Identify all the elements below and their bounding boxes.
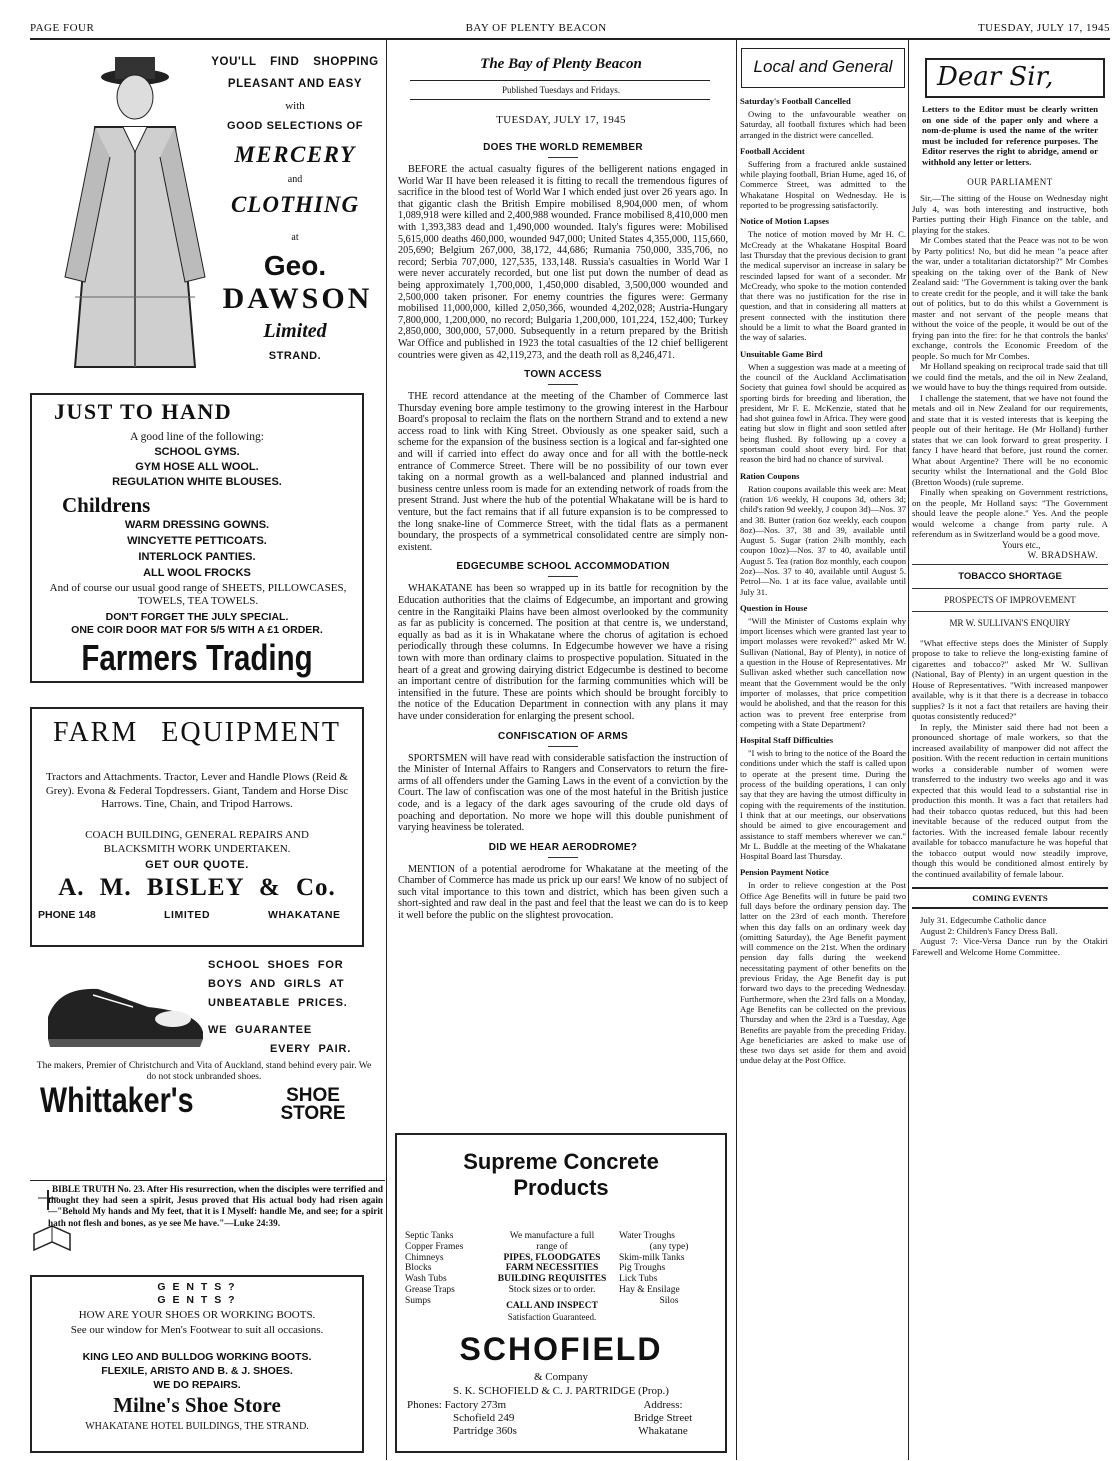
schofield-col1 xyxy=(405,1231,495,1307)
bible-top-rule xyxy=(30,1180,385,1181)
dawson-name: DAWSON xyxy=(222,282,373,315)
milne-line7: WE DO REPAIRS. xyxy=(153,1379,241,1391)
letter-signoff: Yours etc., xyxy=(1002,539,1041,550)
local-item-heading: Pension Payment Notice xyxy=(740,867,829,878)
local-item-text: "Will the Minister of Customs explain why import licenses which were granted last year to import molasses were revoked?" asked Mr W. Sullivan (National, Bay of Plenty), in notice of a question in the House of Representatives. Mr Sullivan asked whether such cancellation now meant that the Government would be the only importer of molasses, that price competition would be abolished, and that the reason for this action was to prevent free enterprise from competing with a State Department? xyxy=(740,615,906,729)
product-item: Lick Tubs xyxy=(619,1274,658,1285)
header-rule xyxy=(30,38,1110,40)
local-item-heading: Hospital Staff Difficulties xyxy=(740,735,834,746)
farmers-name: Farmers Trading xyxy=(81,637,313,678)
bisley-title: FARM EQUIPMENT xyxy=(52,717,342,748)
tobacco-para: In reply, the Minister said there had not been a pronounced shortage of male workers, so that the increased availability of manpower did not affect the position. With the recent reduction in certain munitions works a considerable number of women were transferred to the industry two weeks ago and it was expected that this would lead to a substantial rise in production this month. It was a fact that retailers had had their tobacco quotas reduced, but this had been inevitable because of the reduced output from the factories. With the increased female labour recently available for tobacco manufacture he was hopeful that the tobacco output would now steadily improve, though this would be conditioned almost entirely by the continued availability of female labour. xyxy=(912,721,1108,879)
editorial-heading-5: DID WE HEAR AERODROME? xyxy=(398,842,728,858)
local-general-title: Local and General xyxy=(753,57,893,76)
dawson-clothing: CLOTHING xyxy=(230,192,360,217)
product-item: (any type) xyxy=(649,1241,689,1252)
local-item-heading: Notice of Motion Lapses xyxy=(740,216,830,227)
local-item-heading: Ration Coupons xyxy=(740,470,800,481)
tobacco-byline: MR W. SULLIVAN'S ENQUIRY xyxy=(949,617,1071,628)
editorial-heading-1: DOES THE WORLD REMEMBER xyxy=(398,142,728,158)
bisley-limited: LIMITED xyxy=(164,909,211,921)
page-number: PAGE FOUR xyxy=(30,22,95,34)
farmers-trading-ad xyxy=(30,393,364,683)
letter-para: Finally when speaking on Government restrictions, on the people, Mr Holland says: "The Government should leave the people alone." Yes. And the people would welcome a change from party rule. A referendum as in Switzerland would be a good move. xyxy=(912,487,1108,539)
product-item: Grease Traps xyxy=(405,1284,455,1295)
page-date: TUESDAY, JULY 17, 1945 xyxy=(977,22,1110,34)
dawson-line3: with xyxy=(285,100,305,112)
schofield-address1: Address: xyxy=(643,1399,683,1411)
letter-para: Mr Combes stated that the Peace was not to be won by Party politics! No, but did he mean "a peace after the war, under a totalitarian dictatorship?" Mr Combes speaking on the taking over of the Bank of New Zealand said: "The Government is taking over the bank to create credit for the people, and it will take the bank out of politics, but to do this whilst a Government is master and not servant of the people means that without the voice of the people, it would be out of the frying pan into the fire: for he that controls the banks' exchange, controls the Economic Freedom of the people. So much for Mr Combes. xyxy=(912,235,1108,361)
local-item-text: Ration coupons available this week are: Meat (ration 1/6 weekly, H coupons 3d, others 3d; child's ration 9d weekly, J coupon 3d)—Nos. 37 and 38. Butter (ration 6oz weekly, each coupon 8oz)—Nos. 37, 38 and 39, available until August 5. Sugar (ration 2¾lb monthly, each coupon 10oz)—Nos. 37 to 40, available until August 5. Tea (ration 8oz monthly, each coupon 2oz)—Nos. 37 to 40, available until August 5. Petrol—No. 1 at its face value, available until July 31. xyxy=(740,483,906,597)
farmers-line9: DON'T FORGET THE JULY SPECIAL. xyxy=(105,611,289,623)
farmers-line7: ALL WOOL FROCKS xyxy=(143,567,251,579)
dawson-limited: Limited xyxy=(263,320,327,342)
product-item: Septic Tanks xyxy=(405,1231,454,1241)
editorial-para-3: WHAKATANE has been so wrapped up in its battle for recognition by the Education authorities that the claims of Edgecumbe, an important and growing centre in the Rangitaiki Plains have been almost overlooked by the community as far as publicity is concerned. The position at that centre is, we understand, equally as bad as it is in Whakatane where the chorus of agitation is echoed periodically through these columns. In Edgecumbe however we have a rising town with more than ordinary claims to prospective population. Situated in the heart of a great and growing dairying district Edgecumbe is destined to become an important centre of distribution for the farming communities which will be intensified in the future. These are points which should be brought forcibly to the notice of the Education Department in connection with any plans it may have under consideration for enlarging the present school. xyxy=(398,583,728,722)
bible-truth xyxy=(30,1184,385,1264)
farmers-line2: GYM HOSE ALL WOOL. xyxy=(135,461,259,473)
product-item: Silos xyxy=(659,1295,679,1306)
product-item: Skim-milk Tanks xyxy=(619,1252,685,1263)
masthead-rule2 xyxy=(410,99,710,100)
schofield-name: SCHOFIELD xyxy=(459,1331,663,1367)
schofield-phone1: Phones: Factory 273m xyxy=(407,1399,506,1411)
schofield-phone3: Partridge 360s xyxy=(453,1425,517,1437)
paper-name: BAY OF PLENTY BEACON xyxy=(465,22,607,34)
milne-line5: KING LEO AND BULLDOG WORKING BOOTS. xyxy=(82,1351,312,1363)
bisley-ad xyxy=(30,707,364,947)
milne-ad xyxy=(30,1275,364,1453)
milne-gents1: G E N T S ? xyxy=(157,1281,237,1293)
farmers-line3: REGULATION WHITE BLOUSES. xyxy=(112,476,282,488)
dear-sir-logo xyxy=(925,58,1105,98)
schofield-ad xyxy=(395,1133,727,1453)
schofield-address3: Whakatane xyxy=(638,1425,688,1437)
editorial-heading-4: CONFISCATION OF ARMS xyxy=(398,731,728,747)
dawson-mercery: MERCERY xyxy=(234,142,356,167)
letters-heading-parliament: OUR PARLIAMENT xyxy=(967,177,1053,187)
bisley-body: Tractors and Attachments. Tractor, Lever and Handle Plows (Reid & Grey). Evona & Federal Topdressers. Giant, Tandem and Horse Disc Harrows. Tine, Chain, and Tripod Harrows. xyxy=(45,771,349,810)
farmers-line8: And of course our usual good range of SHEETS, PILLOWCASES, TOWELS, TEA TOWELS. xyxy=(49,582,347,607)
editorial-para-5: MENTION of a potential aerodrome for Whakatane at the meeting of the Chamber of Commerce has made us prick up our ears! We know of no subject of such vital importance to this town and district, which has been given such a short-sighted and raw deal in the past and feel that the least we can do is to keep it well before the public on the slightest provocation. xyxy=(398,863,728,922)
local-item-heading: Saturday's Football Cancelled xyxy=(740,96,851,106)
bible-text: BIBLE TRUTH No. 23. After His resurrection, when the disciples were terrified and thought they had seen a spirit, Jesus proved that His actual body had risen again—"Behold My hands and My feet, that it is I Myself: handle Me, and see; for a spirit hath not flesh and bones, as ye see Me have."—Luke 24:39. xyxy=(48,1184,383,1228)
events-heading: COMING EVENTS xyxy=(972,893,1048,903)
milne-line4: See our window for Men's Footwear to suit all occasions. xyxy=(70,1324,324,1336)
masthead-title: The Bay of Plenty Beacon xyxy=(480,56,642,72)
editorial-para-1: BEFORE the actual casualty figures of the belligerent nations engaged in World War II have been released it is fitting to recall the tremendous figures of sacrifice in the blood test of World War I which ended just over 26 years ago. In that gigantic clash the British Empire mobilised 8,904,000 men, of whom 1,089,918 were killed and 2,400,988 wounded. France mobilised 8,410,000 men with 1,393,383 dead and 1,490,000 wounded. Italy's figures were: Mobilised 5,615,000 deaths 460,000, wounded 947,000; United States 4,355,000, 115,660, 205,690; Belgium 267,000, 38,172, 44,686; Rumania 750,000, 335,706, no record; Serbia 707,000, 127,535, 133,148. Russia's casualties in World War I were never accurately recorded, but one list put down the number of dead as being approximately 1,700,000, 1,450,000 disabled, 3,500,000 wounded and 2,500,000 taken prisoner. For enemy countries the figures were: Germany mobilised 11,000,000, killed 2,050,366, wounded 4,202,028; Austria-Hungary 7,800,000, 1,200,000, no record; Bulgaria 1,200,000, 101,224, 152,400; Turkey 2,850,000, 300,000, 57,000. Subsequently in a return prepared by the British War Office and published in 1923 the total casualties of the 12 chief belligerent countries were given as 42,119,273, and the death roll as 8,246,471. xyxy=(398,164,728,361)
local-item-text: Owing to the unfavourable weather on Saturday, all football fixtures which had been arranged in the district were cancelled. xyxy=(740,109,906,140)
product-item: CALL AND INSPECT xyxy=(506,1300,598,1311)
masthead-rule1 xyxy=(410,80,710,81)
letter-para: Mr Holland speaking on reciprocal trade said that till we could find the metals, and the oil in New Zealand, we would have to buy the things required from outside. xyxy=(912,361,1108,392)
milne-gents2: G E N T S ? xyxy=(157,1294,237,1306)
dawson-strand: STRAND. xyxy=(268,350,322,362)
letter-para: Sir,—The sitting of the House on Wednesday night July 4, was both interesting and instructive, both Parties putting their High Finance on the table, and playing for the stakes. xyxy=(912,193,1108,235)
dawson-and: and xyxy=(287,174,303,185)
farmers-childrens: Childrens xyxy=(62,493,151,517)
farmers-line5: WINCYETTE PETTICOATS. xyxy=(127,535,267,547)
dawson-line2: PLEASANT AND EASY xyxy=(227,78,363,90)
letter-para: I challenge the statement, that we have not found the metals and oil in New Zealand for our requirements, and state that it is vested interests that is keeping the people out of their heritage. He (Mr Holland) further states that we can look forward to great prosperity. I fancy I have heard that before, just round the corner. What about Argentine? There will be no economic security whilst the International and the Gold Bloc (Bretton Woods) (rule supreme. xyxy=(912,392,1108,487)
dawson-line1: YOU'LL FIND SHOPPING xyxy=(211,56,379,68)
event-item: August 2: Children's Fancy Dress Ball. xyxy=(920,925,1058,936)
whittaker-shoe: SHOE xyxy=(286,1085,340,1106)
whittaker-line3: UNBEATABLE PRICES. xyxy=(208,997,348,1009)
product-item: We manufacture a full xyxy=(509,1231,595,1241)
editorial-para-2: THE record attendance at the meeting of the Chamber of Commerce last Thursday evening bore ample testimony to the growing interest in the Harbour Board's proposal to reclaim the flats on the northern Strand and to extend a new access road to link with King Street. Obviously as one speaker said, such a scheme for the expansion of the business section is a logical and far-sighted one and will if carried into effect do away once and for all with the bottle-neck entrance of Commerce Street. There will be no possibility of our town ever taking on a normal growth as a well-balanced and planned industrial and business centre unless room is made for an extending network of roads from the present Strand. Just where the hub of the potential Whakatane will be is hard to venture, but the fact remains that if all future expansion is to be compressed to the long snake-line of Commerce Street, with the tidal flats as a permanent boundary, the prospects of a symmetrical consolidated centre are simply non-existent. xyxy=(398,391,728,553)
product-item: Sumps xyxy=(405,1295,431,1306)
letters-column xyxy=(912,104,1108,957)
local-item-heading: Question in House xyxy=(740,602,808,613)
column-rule-3 xyxy=(908,40,909,1460)
local-item-heading: Unsuitable Game Bird xyxy=(740,348,823,359)
bisley-phone: PHONE 148 xyxy=(38,909,96,921)
schofield-title2: Products xyxy=(513,1175,609,1200)
local-item-text: "I wish to bring to the notice of the Board the conditions under which the staff is called upon to operate at the present time. During the process of the building operations, I can only say that they are having the utmost difficulty in coping with the requirements of the institution. I think that at our meetings, our observations should be aimed to give encouragement and assistance to staff members wherever we can." Mr L. Buddle at the meeting of the Whakatane Hospital Board last Thursday. xyxy=(740,748,906,862)
local-item-text: When a suggestion was made at a meeting of the council of the Auckland Acclimatisation Society that guinea fowl should be acquired as sporting birds for breeding and liberation, the president, Mr F. E. McKenzie, stated that he had shot guinea fowl in Africa. They were good eating but slow in flight and soon settled after being flushed. By following up a covey a sportsman could shoot every bird. For that reason the bird had no chance of survival. xyxy=(740,361,906,465)
milne-line3: HOW ARE YOUR SHOES OR WORKING BOOTS. xyxy=(78,1309,316,1321)
product-item: Pig Troughs xyxy=(619,1263,666,1274)
farmers-line6: INTERLOCK PANTIES. xyxy=(138,551,256,563)
letters-notice: Letters to the Editor must be clearly written on one side of the paper only and where a nom-de-plume is used the name of the writer must be included for reference purposes. The Editor reserves the right to abridge, amend or withhold any letter or letters. xyxy=(922,104,1098,167)
bisley-services: COACH BUILDING, GENERAL REPAIRS AND BLACKSMITH WORK UNDERTAKEN. xyxy=(85,829,309,855)
farmers-line4: WARM DRESSING GOWNS. xyxy=(124,519,270,531)
editorial-heading-3: EDGECUMBE SCHOOL ACCOMMODATION xyxy=(398,561,728,577)
farmers-title: JUST TO HAND xyxy=(54,399,233,424)
dawson-ad xyxy=(30,42,385,382)
dear-sir-text: Dear Sir, xyxy=(937,62,1054,92)
bisley-town: WHAKATANE xyxy=(268,909,341,921)
milne-address: WHAKATANE HOTEL BUILDINGS, THE STRAND. xyxy=(85,1421,309,1432)
farmers-intro: A good line of the following: xyxy=(130,431,264,443)
schofield-phone2: Schofield 249 xyxy=(453,1412,515,1424)
tobacco-heading: TOBACCO SHORTAGE xyxy=(958,570,1062,582)
product-item: Blocks xyxy=(405,1263,432,1274)
whittaker-makers: The makers, Premier of Christchurch and Vita of Auckland, stand behind every pair. We do not stock unbranded shoes. xyxy=(36,1061,372,1082)
event-item: July 31. Edgecumbe Catholic dance xyxy=(920,915,1047,925)
bisley-name: A. M. BISLEY & Co. xyxy=(58,874,336,901)
masthead-date: TUESDAY, JULY 17, 1945 xyxy=(496,114,626,126)
farmers-line1: SCHOOL GYMS. xyxy=(154,446,240,458)
event-item: August 7: Vice-Versa Dance run by the Otakiri Farewell and Welcome Home Committee. xyxy=(912,936,1108,957)
dawson-line4: GOOD SELECTIONS OF xyxy=(226,120,364,132)
product-item: BUILDING REQUISITES xyxy=(497,1274,607,1285)
local-item-text: The notice of motion moved by Mr H. C. McCready at the Whakatane Hospital Board last Thursday that the previous decision to grant the medical supervisor an increase in salary be rescinded lapsed for want of a seconder. Mr McCready, who spoke to the motion contended that there was no justification for the rise in question, and that in considering all matters at present connected with the institution there should be a limit to what the Board granted in the way of salaries. xyxy=(740,229,906,343)
letter-signature: W. BRADSHAW. xyxy=(1027,549,1098,560)
whittaker-name: Whittaker's xyxy=(40,1081,194,1120)
whittaker-line1: SCHOOL SHOES FOR xyxy=(208,959,344,971)
milne-name: Milne's Shoe Store xyxy=(113,1393,281,1417)
whittaker-ad xyxy=(30,955,385,1165)
dawson-at: at xyxy=(291,232,299,243)
local-general-column xyxy=(740,90,906,1066)
whittaker-store: STORE xyxy=(280,1103,346,1124)
product-item: range of xyxy=(536,1241,568,1252)
farmers-line10: ONE COIR DOOR MAT FOR 5/5 WITH A £1 ORDER. xyxy=(71,624,323,636)
column-rule-2 xyxy=(736,40,737,1460)
schofield-title1: Supreme Concrete xyxy=(463,1149,659,1174)
local-item-text: In order to relieve congestion at the Post Office Age Benefits will in future be paid two full days before the ordinary pension day. The latter on the 23rd of each month. Therefore when this day falls on an ordinary week day (omitting Saturday), the Age Benefit payment will commence on the 21st. When the ordinary pension day falls during the weekend necessitating payment of other benefits on the previous Friday, the Age Benefit day is put forward two days to the preceding Wednesday. Furthermore, when the 23rd falls on a Monday, Age Benefits can be collected on the previous Thursday and when the 23rd is a Tuesday, Age Benefits are payable from the preceding Friday. Age beneficiaries are asked to make use of these two days set aside for them and avoid undue delay at the Post Office. xyxy=(740,880,906,1066)
tobacco-subheading: PROSPECTS OF IMPROVEMENT xyxy=(944,594,1076,605)
editorial-heading-2: TOWN ACCESS xyxy=(398,369,728,385)
schofield-col3 xyxy=(619,1231,719,1307)
product-item: Wash Tubs xyxy=(405,1274,447,1285)
product-item: Water Troughs xyxy=(619,1231,675,1241)
local-general-banner xyxy=(741,48,905,88)
local-item-heading: Football Accident xyxy=(740,145,805,156)
product-item: Copper Frames xyxy=(405,1241,464,1252)
column-rule-1 xyxy=(386,40,387,1460)
product-item: Satisfaction Guaranteed. xyxy=(507,1311,597,1322)
page-header xyxy=(30,22,1110,36)
editorial-para-4: SPORTSMEN will have read with considerable satisfaction the instruction of the Minister of Internal Affairs to Rangers and Conservators to return the fire-arms of all offenders under the Gaming Laws in the event of a conviction by the Court. The law of confiscation was one of the most hateful in the British justice code, and is a legacy of the dark ages savouring of the crude old days of poaching and deportation. No more we hope will this double punishment of varying heaviness be tolerated. xyxy=(398,752,728,834)
schofield-address2: Bridge Street xyxy=(633,1412,693,1424)
schofield-company: & Company xyxy=(533,1371,589,1383)
bisley-quote: GET OUR QUOTE. xyxy=(145,859,249,871)
milne-line6: FLEXILE, ARISTO AND B. & J. SHOES. xyxy=(101,1365,293,1377)
shoe-illustration xyxy=(38,977,208,1052)
masthead-pub: Published Tuesdays and Fridays. xyxy=(501,85,620,95)
product-item: FARM NECESSITIES xyxy=(505,1263,599,1274)
whittaker-line5: EVERY PAIR. xyxy=(270,1043,352,1055)
product-item: Stock sizes or to order. xyxy=(508,1284,596,1295)
product-item: Hay & Ensilage xyxy=(619,1284,680,1295)
product-item: PIPES, FLOODGATES xyxy=(503,1252,601,1263)
man-in-coat-illustration xyxy=(35,47,225,377)
local-item-text: Suffering from a fractured ankle sustained while playing football, Brian Hume, aged 16, of Commerce Street, was admitted to the Whakatane Hospital on Wednesday. He is reported to be progressing satisfactorily. xyxy=(740,158,906,211)
tobacco-para: "What effective steps does the Minister of Supply propose to take to relieve the long-existing famine of cigarettes and tobacco?" asked Mr W. Sullivan (National, Bay of Plenty) in an urgent question in the House of Representatives. "With increased manpower available, why is it that there is a decrease in tobacco supplies? Is it not a fact that retailers are having their quotas consistently reduced?" xyxy=(912,637,1108,721)
schofield-props: S. K. SCHOFIELD & C. J. PARTRIDGE (Prop.) xyxy=(453,1385,669,1397)
editorial-column xyxy=(398,134,728,922)
product-item: Chimneys xyxy=(405,1252,444,1263)
schofield-col2 xyxy=(489,1231,615,1322)
whittaker-line2: BOYS AND GIRLS AT xyxy=(208,978,345,990)
dawson-geo: Geo. xyxy=(263,250,327,281)
whittaker-line4: WE GUARANTEE xyxy=(208,1024,313,1036)
